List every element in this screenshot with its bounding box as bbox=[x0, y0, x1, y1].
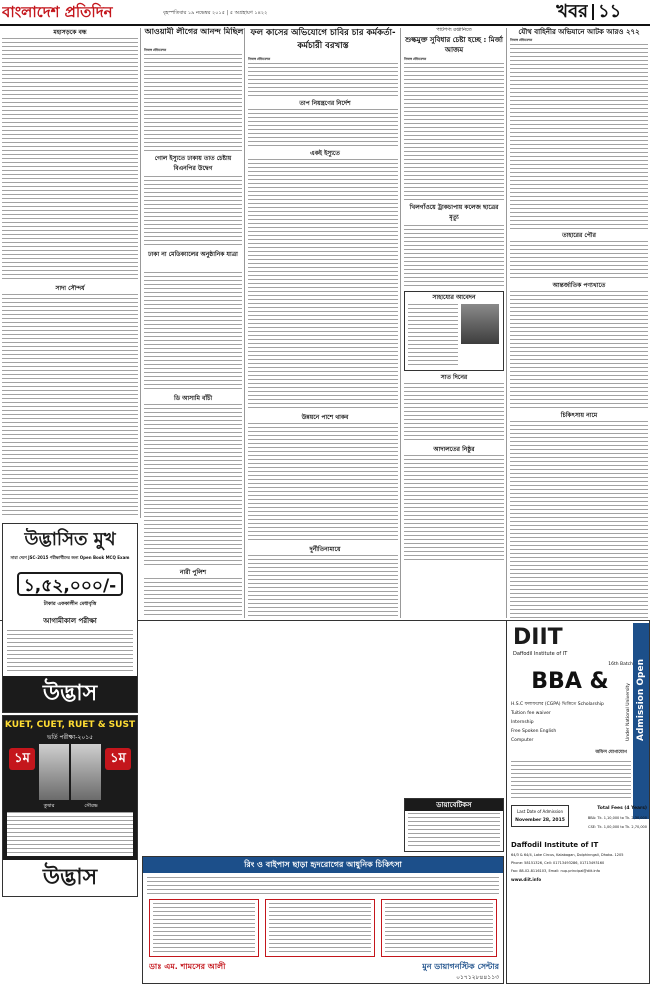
diit-last-date: November 28, 2015 bbox=[515, 818, 565, 823]
diit-scholarship: H.S.C ফলাফলের (CGPA) ভিত্তিতে Scholarship bbox=[511, 702, 604, 707]
heart-doctor: ডাঃ এম. শামসের আলী bbox=[149, 962, 226, 971]
diit-tuition: Tuition fee waiver bbox=[511, 711, 551, 716]
appeal-text bbox=[408, 304, 458, 368]
headline-antorjatik: আন্তর্জাতিক পণ্যখাতে bbox=[552, 282, 606, 289]
heart-details bbox=[147, 877, 499, 895]
masthead-separator bbox=[592, 4, 594, 20]
headline-tap-niyontron: তাপ নিয়ন্ত্রণের নির্দেশ bbox=[299, 100, 351, 107]
diit-side-sub: Under National University bbox=[626, 683, 631, 741]
headline-bnp-udbeg: গোল ইস্যুতে ঢাকায় তাত চেষ্টায় বিএনপির উদ্বেগ bbox=[154, 155, 232, 172]
masthead-rule bbox=[0, 24, 650, 26]
article-asami-body bbox=[144, 404, 242, 566]
udvash-prize-amount: ১,৫২,০০০/- bbox=[17, 572, 123, 596]
kuet-student-photo-2 bbox=[71, 744, 101, 800]
kuet-student-2: সৌরভ bbox=[84, 803, 98, 809]
diit-call: অফিস যোগাযোগ bbox=[595, 750, 627, 755]
diabetics-text bbox=[408, 813, 500, 849]
diit-fees-title: Total Fees (4 Years) bbox=[597, 806, 647, 811]
kuet-details bbox=[7, 812, 133, 856]
article-chabi-body bbox=[248, 63, 398, 97]
byline-1: নিজস্ব প্রতিবেদক bbox=[144, 48, 167, 52]
diabetics-title: ডায়াবেটিকস bbox=[405, 799, 503, 811]
article-mahasarak-body bbox=[2, 38, 138, 282]
kuet-ad bbox=[2, 715, 138, 897]
headline-ekoi-issue: একই ইস্যুতে bbox=[310, 150, 340, 157]
diit-computer: Computer bbox=[511, 738, 534, 743]
headline-chabi: ফল কাসের অভিযোগে চাবির চার কর্মকর্তা-কর্মচারী বরখাস্ত bbox=[250, 28, 396, 51]
article-nari-body bbox=[144, 578, 242, 618]
headline-awami-league: আওয়ামী লীগের আনন্দ মিছিল bbox=[144, 27, 244, 36]
diit-fee-bba: BBA: Tk. 1,10,000 to Tk. 2,30,000 bbox=[587, 816, 647, 820]
udvash-ad bbox=[2, 523, 138, 713]
byline-3: নিজস্ব প্রতিবেদক bbox=[404, 57, 427, 61]
kuet-brand: উদ্ভাস bbox=[3, 860, 137, 896]
diabetics-ad bbox=[404, 798, 504, 852]
kuet-title: KUET, CUET, RUET & SUST bbox=[4, 720, 136, 730]
diit-english: Free Spoken English bbox=[511, 729, 557, 734]
heart-treatment-ad bbox=[142, 856, 504, 984]
headline-chikitsa: চিকিৎসায় নামে bbox=[560, 412, 598, 419]
section-name: খবর bbox=[556, 1, 588, 22]
udvash-details bbox=[7, 630, 133, 674]
kuet-student-1: তুষার bbox=[43, 803, 55, 809]
heart-box-2 bbox=[265, 899, 375, 957]
article-tap-body bbox=[248, 109, 398, 147]
headline-nari-police: নারী পুলিশ bbox=[179, 569, 207, 576]
article-awami-body bbox=[144, 54, 242, 152]
udvash-upcoming: আগামীকাল পরীক্ষা bbox=[43, 617, 97, 625]
article-medical-body bbox=[144, 272, 242, 392]
article-chikitsa-body bbox=[510, 421, 648, 618]
column-rule-3 bbox=[400, 28, 401, 618]
article-adalot-body bbox=[404, 455, 504, 562]
headline-shahajjo: সাহায্যের আবেদন bbox=[432, 294, 476, 301]
paper-name: বাংলাদেশ প্রতিদিন bbox=[2, 3, 113, 21]
headline-dhaka-medical: ঢাকা না মেডিক্যালের অনুষ্ঠানিক যাত্রা bbox=[148, 251, 238, 258]
appeal-photo bbox=[461, 304, 499, 344]
heart-box-3 bbox=[381, 899, 497, 957]
byline-2: নিজস্ব প্রতিবেদক bbox=[248, 57, 271, 61]
heart-center: মুন ডায়াগনস্টিক সেন্টার bbox=[422, 962, 499, 971]
diit-last-date-box bbox=[511, 805, 569, 827]
diit-address: 64/3 & 64/4, Lake Circus, Kalabagan, Dolphinngali, Dhaka- 1205 bbox=[511, 853, 624, 857]
headline-saat-diner: সাত দিনের bbox=[440, 374, 468, 381]
headline-joutho-bahini: যৌথ বাহিনীর অভিযানে আটক আরও ২৭২ bbox=[518, 28, 640, 36]
kuet-student-photo-1 bbox=[39, 744, 69, 800]
masthead bbox=[0, 0, 650, 24]
kuet-rank-left: ১ম bbox=[9, 748, 35, 770]
heart-phone: ০১৭১২৮৪৪১১৩ bbox=[456, 974, 499, 981]
article-khilgaon-body bbox=[404, 225, 504, 289]
headline-khilgaon: খিলগাঁওয়ে ট্রাকচাপায় কলেজ ছাত্রের মৃত্যু bbox=[409, 204, 499, 221]
kuet-subtitle: ভর্তি পরীক্ষা-২০১৫ bbox=[46, 734, 94, 741]
diit-side-banner bbox=[633, 623, 649, 819]
article-unnoyone-body bbox=[248, 423, 398, 543]
article-tahirer-body bbox=[510, 241, 648, 279]
diit-notice bbox=[511, 761, 631, 801]
diit-institute-name: Daffodil Institute of IT bbox=[511, 841, 599, 849]
diit-logo: DIIT bbox=[513, 625, 563, 650]
article-shada-body bbox=[2, 294, 138, 516]
article-bnp-body bbox=[144, 176, 242, 248]
article-ekoi-body bbox=[248, 159, 398, 411]
byline-4: নিজস্ব প্রতিবেদক bbox=[510, 38, 533, 42]
udvash-title: উদ্ভাসিত মুখ bbox=[24, 529, 116, 550]
kicker-patponyo: পাটপণ্য রপ্তানিতে bbox=[436, 27, 472, 33]
column-rule-1 bbox=[140, 28, 141, 518]
heart-box-3-text bbox=[385, 903, 493, 953]
heart-box-2-text bbox=[269, 903, 371, 953]
headline-mahasarak: মহাসড়কে বন্ধ bbox=[53, 29, 87, 36]
diit-fee-cse: CSE: Tk. 1,00,000 to Tk. 2,70,000 bbox=[588, 825, 647, 829]
diit-ad bbox=[506, 620, 650, 984]
heart-title: রিং ও বাইপাস ছাড়া হৃদরোগের আধুনিক চিকিৎসা bbox=[143, 857, 503, 873]
diit-fees-box bbox=[571, 805, 647, 835]
diit-batch: 16th Batch bbox=[608, 662, 633, 667]
headline-unnoyone: উন্নয়নে পাশে থাকব bbox=[301, 414, 349, 421]
diit-logo-sub: Daffodil Institute of IT bbox=[513, 651, 568, 657]
heart-box-1-text bbox=[153, 903, 255, 953]
article-antorjatik-body bbox=[510, 291, 648, 409]
udvash-brand: উদ্ভাস bbox=[3, 676, 137, 712]
kuet-rank-right: ১ম bbox=[105, 748, 131, 770]
diit-web: www.diit.info bbox=[511, 877, 542, 882]
article-durniti-body bbox=[248, 555, 398, 618]
diit-fax: Fax: 88-02-8116103, Email: nup.principal@diit.info bbox=[511, 869, 601, 873]
appeal-box bbox=[404, 291, 504, 371]
headline-tahirer-pour: তাহারের পৌর bbox=[562, 232, 596, 239]
article-joutho-body bbox=[510, 44, 648, 229]
diit-last-date-label: Last Date of Admission bbox=[516, 809, 564, 814]
diit-internship: Internship bbox=[511, 720, 534, 725]
column-rule-2 bbox=[244, 28, 245, 618]
article-saat-body bbox=[404, 383, 504, 443]
headline-durniti: দুর্নীতিনামায়ে bbox=[309, 546, 341, 553]
headline-mirza-azam: শুল্কমুক্ত সুবিধার চেষ্টা হচ্ছে : মির্জা আজম bbox=[405, 36, 503, 54]
article-mirza-body bbox=[404, 63, 504, 201]
heart-box-1 bbox=[149, 899, 259, 957]
headline-asami: ডি আসামি বাঁচী bbox=[173, 395, 213, 402]
headline-adalot: আদালতের নিষ্ঠুর bbox=[433, 446, 475, 453]
diit-program: BBA & bbox=[531, 669, 609, 694]
udvash-subtitle: সারা দেশে JSC-2015 পরীক্ষার্থীদের জন্য Open Book MCQ Exam bbox=[10, 555, 130, 560]
diit-side-text: Admission Open bbox=[636, 659, 646, 741]
page-number: ১১ bbox=[598, 1, 622, 22]
headline-shada-soundorjo: সাদা সৌন্দর্য bbox=[55, 285, 85, 292]
udvash-prize-note: টাকার এককালীন মেধাবৃত্তি bbox=[43, 601, 97, 607]
diit-phone: Phone: 58151326, Cell: 01713493286, 01713493160 bbox=[511, 861, 605, 865]
column-rule-4 bbox=[506, 28, 507, 618]
date-line: বৃহস্পতিবার ১৯ নভেম্বর ২০১৫ | ৫ অগ্রহায়ণ ১৪২২ bbox=[163, 10, 268, 16]
